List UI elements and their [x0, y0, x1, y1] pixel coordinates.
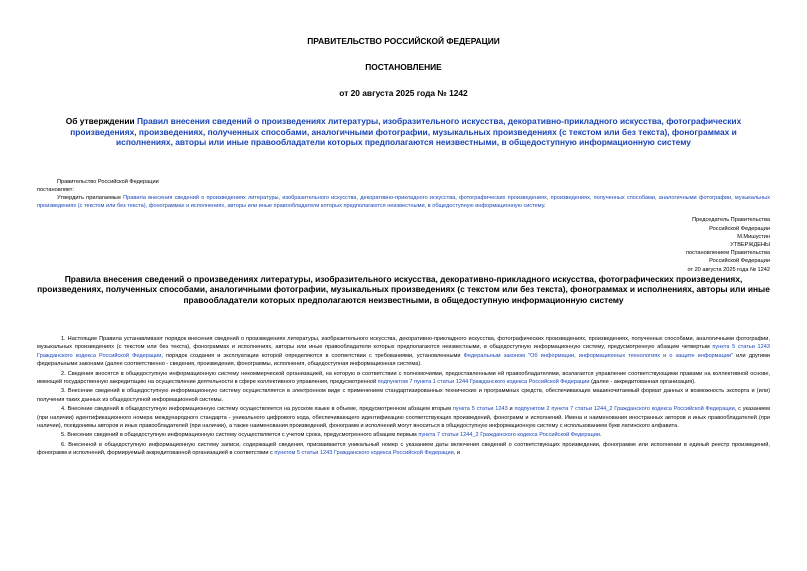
subject-prefix: Об утверждении	[65, 116, 137, 126]
article-1244-2-p7-link[interactable]: пункта 7 статьи 1244_2 Гражданского кодекса Российской Федерации	[418, 432, 601, 439]
approve-suffix: .	[543, 203, 546, 210]
rule-item-3: 3. Внесение сведений в общедоступную информационную систему осуществляется в электронном виде с применением стандартизированных технических и программных средств, обеспечивающих машиночитаемый формат данных и возможность экспорта и (или) получения таких данных из общедоступной информационной системы.	[37, 388, 770, 403]
subject-rules-link[interactable]: Правил внесения сведений о произведениях литературы, изобразительного искусства, декоративно-прикладного искусства, фотографических произведениях, произведениях, полученных способами, аналогичными фотографии, музыкальных произведениях (с текстом или без текста), фонограммах и исполнениях, авторы или иные правообладатели которых предполагаются неизвестными, в общедоступную информационную систему	[70, 116, 742, 147]
article-1244-2-link[interactable]: подпунктом 2 пункта 7 статьи 1244_2 Гражданского кодекса Российской Федерации	[514, 406, 735, 413]
approved-label: УТВЕРЖДЕНЫ	[730, 241, 770, 248]
document-type-heading: ПОСТАНОВЛЕНИЕ	[365, 62, 442, 72]
signature-country: Российской Федерации	[709, 225, 770, 232]
civil-code-1243-link[interactable]: пункта 5 статьи 1243 Гражданского кодекса Российской Федерации	[37, 344, 770, 359]
rule-item-2: 2. Сведения вносятся в общедоступную информационную систему некоммерческой организацией, на которую в соответствии с полномочиями, предоставленными ей правообладателями, возлагается управление соответствующими правами на коллективной основе, имеющей государственную аккредитацию на осуществление деятельности в сфере коллективного управления, предусмотренной подпунктом 7 пункта 1 статьи 1244 Гражданского кодекса Российской Федерации (далее - аккредитованная организация).	[37, 370, 770, 385]
civil-code-1244-link[interactable]: подпунктом 7 пункта 1 статьи 1244 Гражданского кодекса Российской Федерации	[377, 378, 590, 385]
approve-rules-link[interactable]: Правила внесения сведений о произведениях литературы, изобразительного искусства, декоративно-прикладного искусства, фотографических произведениях, произведениях, полученных способами, аналогичными фотографии, музыкальных произведениях (с текстом или без текста), фонограммах и исполнениях, авторы или иные правообладатели которых предполагаются неизвестными, в общедоступную информационную систему	[37, 194, 770, 210]
government-heading: ПРАВИТЕЛЬСТВО РОССИЙСКОЙ ФЕДЕРАЦИИ	[307, 36, 500, 46]
approve-prefix: Утвердить прилагаемые	[57, 194, 124, 201]
rule-item-4: 4. Внесение сведений в общедоступную информационную систему осуществляется на русском языке в объеме, предусмотренном абзацем вторым пункта 5 статьи 1243 и подпунктом 2 пункта 7 статьи 1244_2 Гражданского кодекса Российской Федерации, с указанием (при наличии) идентификационного номера международного стандарта - уникального цифрового кода, обеспечивающего идентификацию соответствующих произведений, фонограмм и исполнений. Имена и наименования иностранных авторов и иных правообладателей (при наличии), псевдонимы авторов и иных правообладателей (при наличии), а также наименования произведений, фонограмм и исполнений могут вноситься в общедоступную информационную систему с использованием букв латинского алфавита.	[37, 406, 771, 429]
document-subject	[51, 116, 756, 148]
rules-items	[37, 335, 770, 457]
rule-item-5: 5. Внесение сведений в общедоступную информационную систему осуществляется с учетом срока, предусмотренного абзацем первым пункта 7 статьи 1244_2 Гражданского кодекса Российской Федерации.	[61, 432, 602, 439]
rules-title: Правила внесения сведений о произведениях литературы, изобразительного искусства, декоративно-прикладного искусства, фотографических произведениях, произведениях, полученных способами, аналогичными фотографии, музыкальных произведениях (с текстом или без текста), фонограммах и исполнениях, авторы или иные правообладатели которых предполагаются неизвестными, в общедоступную информационную систему	[37, 273, 770, 305]
preamble	[37, 178, 770, 211]
article-1243-p5-link[interactable]: пунктом 5 статьи 1243 Гражданского кодекса Российской Федерации	[274, 450, 454, 457]
approved-by: постановлением Правительства	[685, 250, 770, 257]
approved-date: от 20 августа 2025 года № 1242	[687, 266, 770, 273]
preamble-resolves: постановляет:	[37, 186, 74, 193]
approve-paragraph	[37, 194, 770, 210]
rule-item-1: 1. Настоящие Правила устанавливают порядок внесения сведений о произведениях литературы, изобразительного искусства, декоративно-прикладного искусства, фотографических произведениях, произведениях, полученных способами, аналогичными фотографии, музыкальных произведениях (с текстом или без текста), фонограммах и исполнениях, авторы или иные правообладатели которых предполагаются неизвестными, в общедоступную информационную систему, предусмотренную абзацем четвертым пункта 5 статьи 1243 Гражданского кодекса Российской Федерации, порядок создания и эксплуатации которой определяются в соответствии с требованиями, установленными Федеральным законом "Об информации, информационных технологиях и о защите информации" или другими федеральными законами (далее соответственно - сведения, произведения, фонограммы, исполнения, общедоступная информационная система).	[37, 336, 770, 367]
approved-country: Российской Федерации	[709, 258, 770, 265]
rule-item-6: 6. Внесенной в общедоступную информационную систему записи, содержащей сведения, присваивается уникальный номер с указанием даты включения сведений о соответствующих произведении, фонограмме или исполнении в единый реестр произведений, фонограмм и исполнений, формируемый аккредитованной организацией в соответствии с пунктом 5 статьи 1243 Гражданского кодекса Российской Федерации, и	[37, 442, 770, 457]
date-number-heading: от 20 августа 2025 года № 1242	[339, 88, 468, 98]
signature-name: М.Мишустин	[737, 233, 770, 240]
preamble-government: Правительство Российской Федерации	[57, 178, 159, 185]
article-1243-link[interactable]: пункта 5 статьи 1243	[452, 406, 508, 413]
signature-position: Председатель Правительства	[692, 217, 770, 224]
signature-block	[37, 216, 770, 273]
federal-law-link[interactable]: Федеральным законом "Об информации, информационных технологиях и о защите информации"	[463, 352, 734, 359]
